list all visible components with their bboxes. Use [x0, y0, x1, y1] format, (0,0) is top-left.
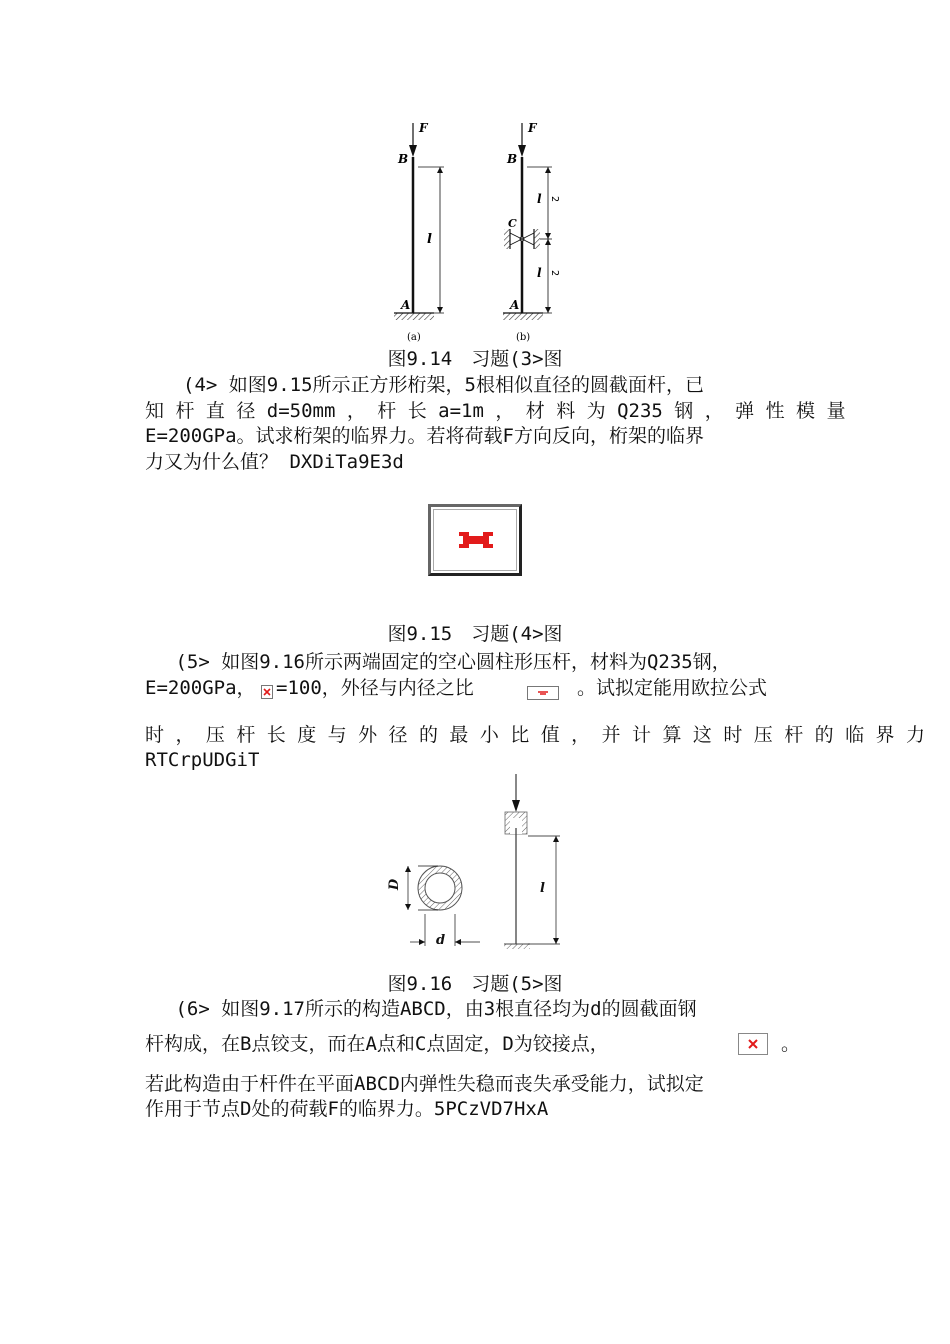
condition-broken-image	[738, 1033, 768, 1055]
broken-image-icon	[528, 687, 558, 699]
problem-6-line-1: (6> 如图9.17所示的构造ABCD，由3根直径均为d的圆截面钢	[145, 998, 697, 1020]
problem-4-line-4: 力又为什么值？ DXDiTa9E3d	[145, 451, 404, 473]
figure-9-16	[380, 770, 580, 950]
problem-6-line-2a: 杆构成，在B点铰支，而在A点和C点固定，D为铰接点，	[145, 1033, 609, 1055]
problem-5-line-2b: =100，外径与内径之比	[276, 677, 474, 699]
broken-image-icon	[739, 1034, 767, 1054]
half-length-denominator-bottom: 2	[549, 270, 560, 277]
label-B-a: B	[398, 152, 409, 166]
problem-4-line-1: (4> 如图9.15所示正方形桁架，5根相似直径的圆截面杆，已	[145, 374, 704, 396]
problem-6-line-3: 若此构造由于杆件在平面ABCD内弹性失稳而丧失承受能力，试拟定	[145, 1073, 704, 1095]
figure-9-14	[380, 115, 580, 345]
subfig-a-label: (a)	[407, 332, 421, 343]
label-A-b: A	[510, 298, 520, 312]
label-F-b: F	[528, 121, 537, 135]
label-A-a: A	[401, 298, 411, 312]
problem-4-line-3: E=200GPa。试求桁架的临界力。若将荷载F方向反向，桁架的临界	[145, 425, 704, 447]
figure-9-14-caption: 图9.14 习题(3>图	[387, 348, 563, 370]
problem-5-line-2a: E=200GPa，	[145, 677, 256, 699]
ratio-broken-image	[527, 686, 559, 700]
label-outer-diameter: D	[387, 878, 403, 891]
figure-9-15-broken-image	[428, 504, 522, 576]
hollow-column-diagram	[380, 770, 580, 950]
figure-9-15-caption: 图9.15 习题(4>图	[387, 623, 563, 645]
half-length-label-top: l	[537, 192, 542, 206]
lambda-symbol-broken-image	[261, 685, 273, 699]
label-C-b: C	[508, 217, 517, 230]
figure-9-16-caption: 图9.16 习题(5>图	[387, 973, 563, 995]
label-B-b: B	[507, 152, 518, 166]
label-F-a: F	[419, 121, 428, 135]
label-l-a: l	[427, 232, 432, 247]
problem-5-line-3: 时 ， 压 杆 长 度 与 外 径 的 最 小 比 值 ， 并 计 算 这 时 压 杆 的 临 界 力	[145, 724, 925, 746]
label-inner-diameter: d	[436, 933, 446, 948]
half-length-label-bottom: l	[537, 266, 542, 280]
problem-5-line-2c: 。试拟定能用欧拉公式	[577, 677, 768, 699]
broken-image-icon	[431, 507, 519, 573]
problem-5-line-4: RTCrpUDGiT	[145, 749, 260, 771]
problem-6-line-4: 作用于节点D处的荷载F的临界力。5PCzVD7HxA	[145, 1098, 549, 1120]
broken-image-icon	[262, 686, 272, 698]
column-diagram	[380, 115, 580, 345]
label-length: l	[540, 881, 545, 896]
problem-5-line-1: (5> 如图9.16所示两端固定的空心圆柱形压杆，材料为Q235钢，	[145, 651, 731, 673]
problem-6-line-2b: 。	[781, 1033, 801, 1055]
subfig-b-label: (b)	[516, 332, 531, 343]
problem-4-line-2: 知 杆 直 径 d=50mm ， 杆 长 a=1m ， 材 料 为 Q235 钢 ， 弹 性 模 量	[145, 400, 846, 422]
half-length-denominator-top: 2	[549, 196, 560, 203]
